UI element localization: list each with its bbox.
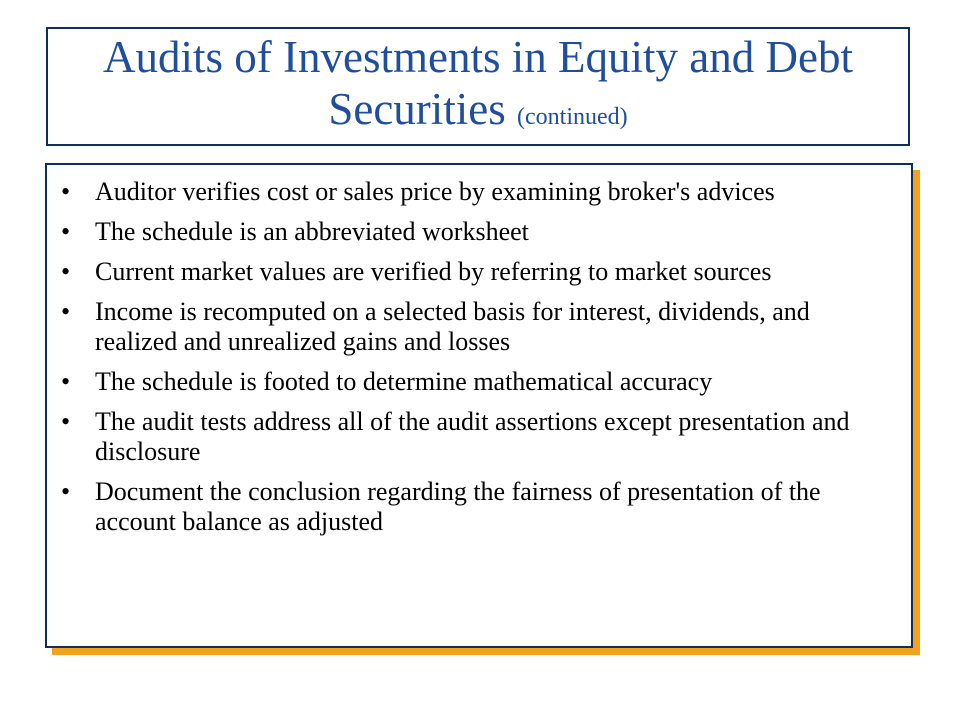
bullet-icon: • bbox=[61, 407, 71, 436]
bullet-text: Document the conclusion regarding the fairness of presentation of the account balance as adjusted bbox=[95, 477, 821, 536]
bullet-item bbox=[61, 257, 891, 287]
bullet-text: Current market values are verified by referring to market sources bbox=[95, 257, 772, 286]
content-box bbox=[45, 163, 913, 648]
title-box bbox=[46, 27, 910, 146]
bullet-icon: • bbox=[61, 257, 71, 286]
slide-title bbox=[48, 31, 908, 143]
bullet-icon: • bbox=[61, 477, 71, 506]
bullet-text: The audit tests address all of the audit assertions except presentation and disclosure bbox=[95, 407, 850, 466]
bullet-icon: • bbox=[61, 367, 71, 396]
bullet-text: Income is recomputed on a selected basis for interest, dividends, and realized and unrealized gains and losses bbox=[95, 297, 810, 356]
bullet-item bbox=[61, 367, 891, 397]
bullet-list bbox=[47, 165, 911, 537]
bullet-text: Auditor verifies cost or sales price by examining broker's advices bbox=[95, 177, 775, 206]
bullet-item bbox=[61, 217, 891, 247]
bullet-item bbox=[61, 297, 891, 357]
bullet-item bbox=[61, 477, 891, 537]
bullet-item bbox=[61, 407, 891, 467]
bullet-text: The schedule is an abbreviated worksheet bbox=[95, 217, 529, 246]
bullet-icon: • bbox=[61, 297, 71, 326]
slide-title-continued: (continued) bbox=[517, 103, 628, 130]
bullet-icon: • bbox=[61, 217, 71, 246]
bullet-item bbox=[61, 177, 891, 207]
slide-title-main: Audits of Investments in Equity and Debt Securities bbox=[103, 31, 853, 134]
bullet-text: The schedule is footed to determine mathematical accuracy bbox=[95, 367, 713, 396]
bullet-icon: • bbox=[61, 177, 71, 206]
